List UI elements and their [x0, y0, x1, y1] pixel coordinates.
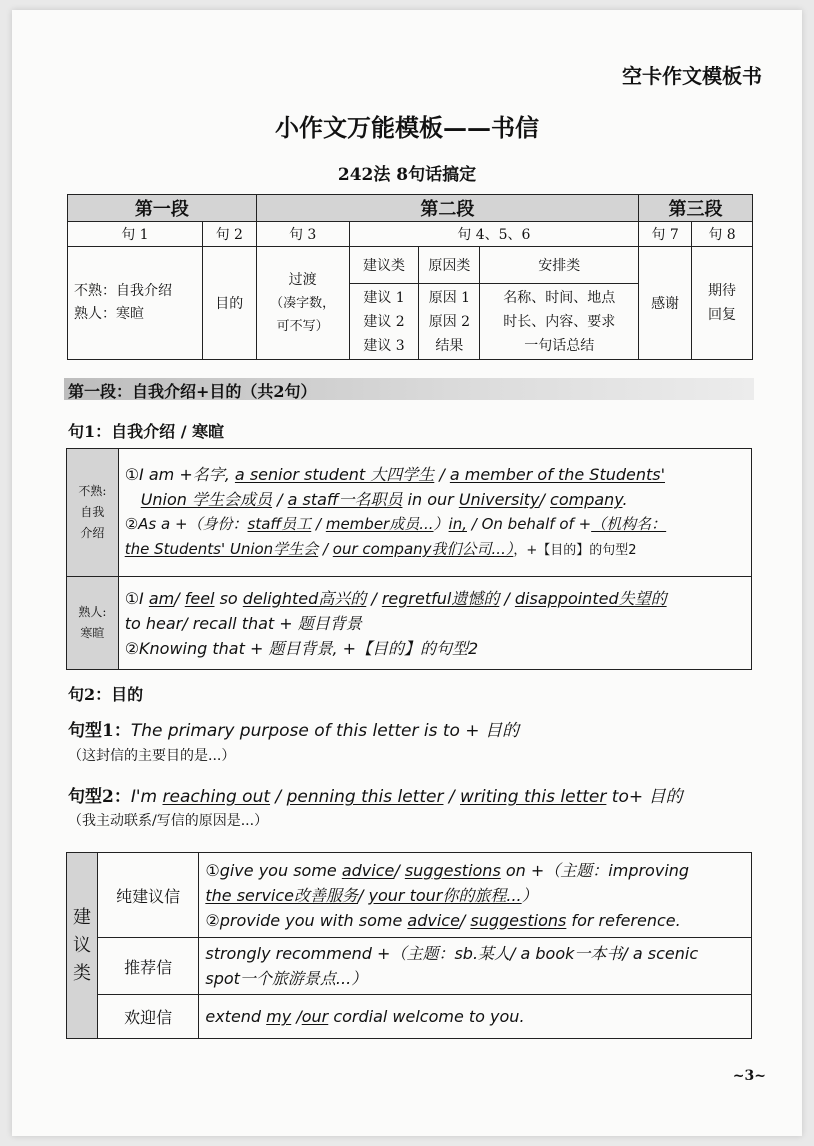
side-label: 建议类: [67, 853, 98, 1039]
sug3: 建议 3: [363, 337, 405, 354]
t2-r1-l3-a: ②provide you with some: [205, 910, 408, 930]
t2-r3-b: my: [266, 1007, 292, 1026]
book-title: 空卡作文模板书: [622, 64, 762, 88]
s1-line1: 不熟：自我介绍: [74, 283, 172, 299]
r1-l1-b: a senior student 大四学生: [234, 465, 435, 484]
r2-l1-a: ①I: [124, 588, 149, 608]
suggestion-table: [66, 852, 752, 1039]
sub-header-arrangement: 安排类: [480, 247, 639, 284]
r2-l1-e: so: [214, 588, 243, 608]
t2-r1-l1-a: ①give you some: [205, 860, 342, 880]
s1-line2: 熟人：寒暄: [74, 306, 144, 322]
arr1: 名称、时间、地点: [503, 289, 616, 306]
row1-content: [118, 449, 751, 577]
r1-l3-b: staff员工: [247, 515, 312, 533]
t2-r1-l3-b: advice: [407, 910, 460, 930]
r1-label3: 介绍: [80, 526, 105, 540]
pattern1-note: （这封信的主要目的是...）: [68, 748, 236, 764]
p2-label: 句型2：: [68, 787, 131, 807]
document-page: [12, 10, 802, 1136]
r1-l1-a: ①I am +名字,: [124, 465, 235, 484]
r1-l3-d: member成员...: [325, 515, 434, 533]
sug1: 建议 1: [363, 289, 405, 306]
arr3: 一句话总结: [524, 337, 595, 354]
reason-cell: [419, 284, 480, 360]
r2-label1: 熟人:: [78, 605, 107, 619]
para1-header: 第一段: [68, 195, 257, 222]
p1-text: The primary purpose of this letter is to + 目的: [130, 721, 519, 741]
r1-line3: [125, 512, 751, 537]
sub-header-reason: 原因类: [419, 247, 480, 284]
rea2: 原因 2: [428, 313, 471, 330]
r1-l3-h: （机构名：: [591, 515, 667, 533]
r1-l4-b: /: [318, 540, 333, 558]
sub-header-suggestion: 建议类: [349, 247, 419, 284]
r1-l4-c: our company我们公司...）: [332, 540, 514, 558]
s8-line2: 回复: [708, 307, 737, 323]
s3-cell: [256, 247, 349, 360]
t2-r1-l1-d: suggestions: [404, 860, 501, 880]
para3-header: 第三段: [639, 195, 753, 222]
page-number: ~3~: [732, 1068, 766, 1084]
rea3: 结果: [435, 337, 464, 354]
t2-r1-l3-e: for reference.: [566, 910, 681, 930]
r2-line1: [125, 586, 751, 611]
rea1: 原因 1: [428, 289, 471, 306]
r1-l2-h: .: [622, 490, 628, 509]
col-s7: 句 7: [639, 222, 692, 247]
r1-l1-d: a member of the Students': [449, 465, 665, 484]
s3-line1: 过渡: [288, 271, 317, 288]
t2-r3-a: extend: [205, 1007, 267, 1026]
t2-r1-l2-b: /: [358, 885, 369, 905]
col-s2: 句 2: [202, 222, 256, 247]
s1-cell: [68, 247, 203, 360]
section1-banner: 第一段：自我介绍+目的（共2句）: [68, 382, 317, 401]
s3-line3: 可不写）: [276, 318, 329, 334]
pattern2-note: （我主动联系/写信的原因是...）: [68, 813, 269, 829]
intro-table: [66, 448, 752, 670]
r1-l3-g: / On behalf of +: [467, 515, 592, 533]
row1-content: [199, 853, 752, 938]
t2-r3-e: cordial welcome to you.: [328, 1007, 525, 1026]
s1-heading: 句1：自我介绍 / 寒暄: [68, 422, 225, 441]
row2-label: [67, 577, 119, 670]
t2-r3-d: our: [301, 1007, 329, 1026]
s2-cell: 目的: [202, 247, 256, 360]
suggestion-cell: [349, 284, 419, 360]
r1-label1: 不熟:: [78, 484, 107, 498]
r1-line1: [125, 462, 751, 487]
p1-label: 句型1：: [68, 721, 131, 741]
r1-l4-d: ，+【目的】的句型2: [513, 543, 637, 558]
page-subtitle: 242法 8句话搞定: [337, 165, 477, 185]
t2-r2-line2: spot一个旅游景点...）: [205, 969, 368, 988]
r1-l2-a: Union 学生会成员: [140, 490, 273, 509]
r2-l1-f: delighted高兴的: [242, 588, 367, 608]
t2-r1-l1-b: advice: [341, 860, 395, 880]
row1-label: 纯建议信: [97, 853, 198, 938]
t2-r1-l3-c: /: [459, 910, 471, 930]
t2-r1-line2: [205, 883, 751, 908]
t2-r1-l2-a: the service改善服务: [205, 885, 359, 905]
t2-r1-l1-e: on +（主题：improving: [500, 860, 690, 880]
r1-l3-c: /: [311, 515, 326, 533]
col-s8: 句 8: [692, 222, 753, 247]
col-s456: 句 4、5、6: [349, 222, 639, 247]
r2-l1-c: /: [174, 588, 185, 608]
row2-content: [118, 577, 751, 670]
col-s1: 句 1: [68, 222, 203, 247]
pattern2: [68, 782, 683, 807]
r2-line2: to hear/ recall that + 题目背景: [124, 613, 362, 633]
p2-a: I'm: [130, 787, 163, 807]
t2-r2-line1: strongly recommend +（主题：sb.某人/ a book一本书/ a scenic: [205, 944, 699, 963]
r1-l2-g: company: [550, 490, 623, 509]
arr2: 时长、内容、要求: [503, 313, 616, 330]
t2-r1-line1: [205, 858, 751, 883]
r1-l3-e: ）: [433, 515, 449, 533]
r1-l1-c: /: [434, 465, 450, 484]
s3-line2: （凑字数，: [270, 295, 336, 311]
t2-r1-l3-d: suggestions: [470, 910, 567, 930]
r1-l2-c: a staff一名职员: [287, 490, 403, 509]
p2-g: to+ 目的: [606, 787, 683, 807]
sug2: 建议 2: [363, 313, 405, 330]
r1-l4-a: the Students' Union学生会: [124, 540, 319, 558]
r1-l2-b: /: [272, 490, 288, 509]
s2-heading: 句2：目的: [68, 685, 144, 704]
p2-c: /: [270, 787, 287, 807]
r2-label2: 寒暄: [80, 626, 105, 640]
row1-label: [67, 449, 119, 577]
r1-line4: [125, 537, 751, 563]
r1-l2-d: in our: [402, 490, 459, 509]
r2-l1-i: /: [499, 588, 515, 608]
r2-l1-h: regretful遗憾的: [381, 588, 500, 608]
s8-cell: [692, 247, 753, 360]
t2-r1-line3: [205, 908, 751, 933]
t2-r1-l1-c: /: [394, 860, 405, 880]
p2-b: reaching out: [162, 787, 271, 807]
p2-e: /: [443, 787, 461, 807]
row3-content: [199, 995, 752, 1039]
s7-cell: 感谢: [639, 247, 692, 360]
para2-header: 第二段: [256, 195, 638, 222]
r1-label2: 自我: [80, 505, 105, 519]
p2-d: penning this letter: [286, 787, 444, 807]
r2-l1-j: disappointed失望的: [514, 588, 667, 608]
r1-l3-a: ②As a +（身份：: [124, 515, 248, 533]
s8-line1: 期待: [708, 283, 737, 299]
row2-content: [199, 938, 752, 995]
r2-l1-b: am: [148, 588, 175, 608]
t2-r1-l2-c: your tour你的旅程...: [368, 885, 522, 905]
r1-line2: [125, 487, 751, 512]
page-title: 小作文万能模板——书信: [275, 113, 539, 142]
r2-line3: ②Knowing that + 题目背景, +【目的】的句型2: [124, 638, 479, 658]
t2-r3-c: /: [291, 1007, 302, 1026]
p2-f: writing this letter: [460, 787, 607, 807]
r1-l3-f: in,: [448, 515, 467, 533]
pattern1: [68, 716, 519, 741]
r2-l1-g: /: [366, 588, 382, 608]
arrangement-cell: [480, 284, 639, 360]
t2-r1-l2-d: ）: [521, 885, 538, 905]
col-s3: 句 3: [256, 222, 349, 247]
r2-l1-d: feel: [184, 588, 215, 608]
row2-label: 推荐信: [97, 938, 198, 995]
r1-l2-f: /: [539, 490, 551, 509]
overview-table: [67, 194, 753, 360]
r1-l2-e: University: [458, 490, 540, 509]
row3-label: 欢迎信: [97, 995, 198, 1039]
